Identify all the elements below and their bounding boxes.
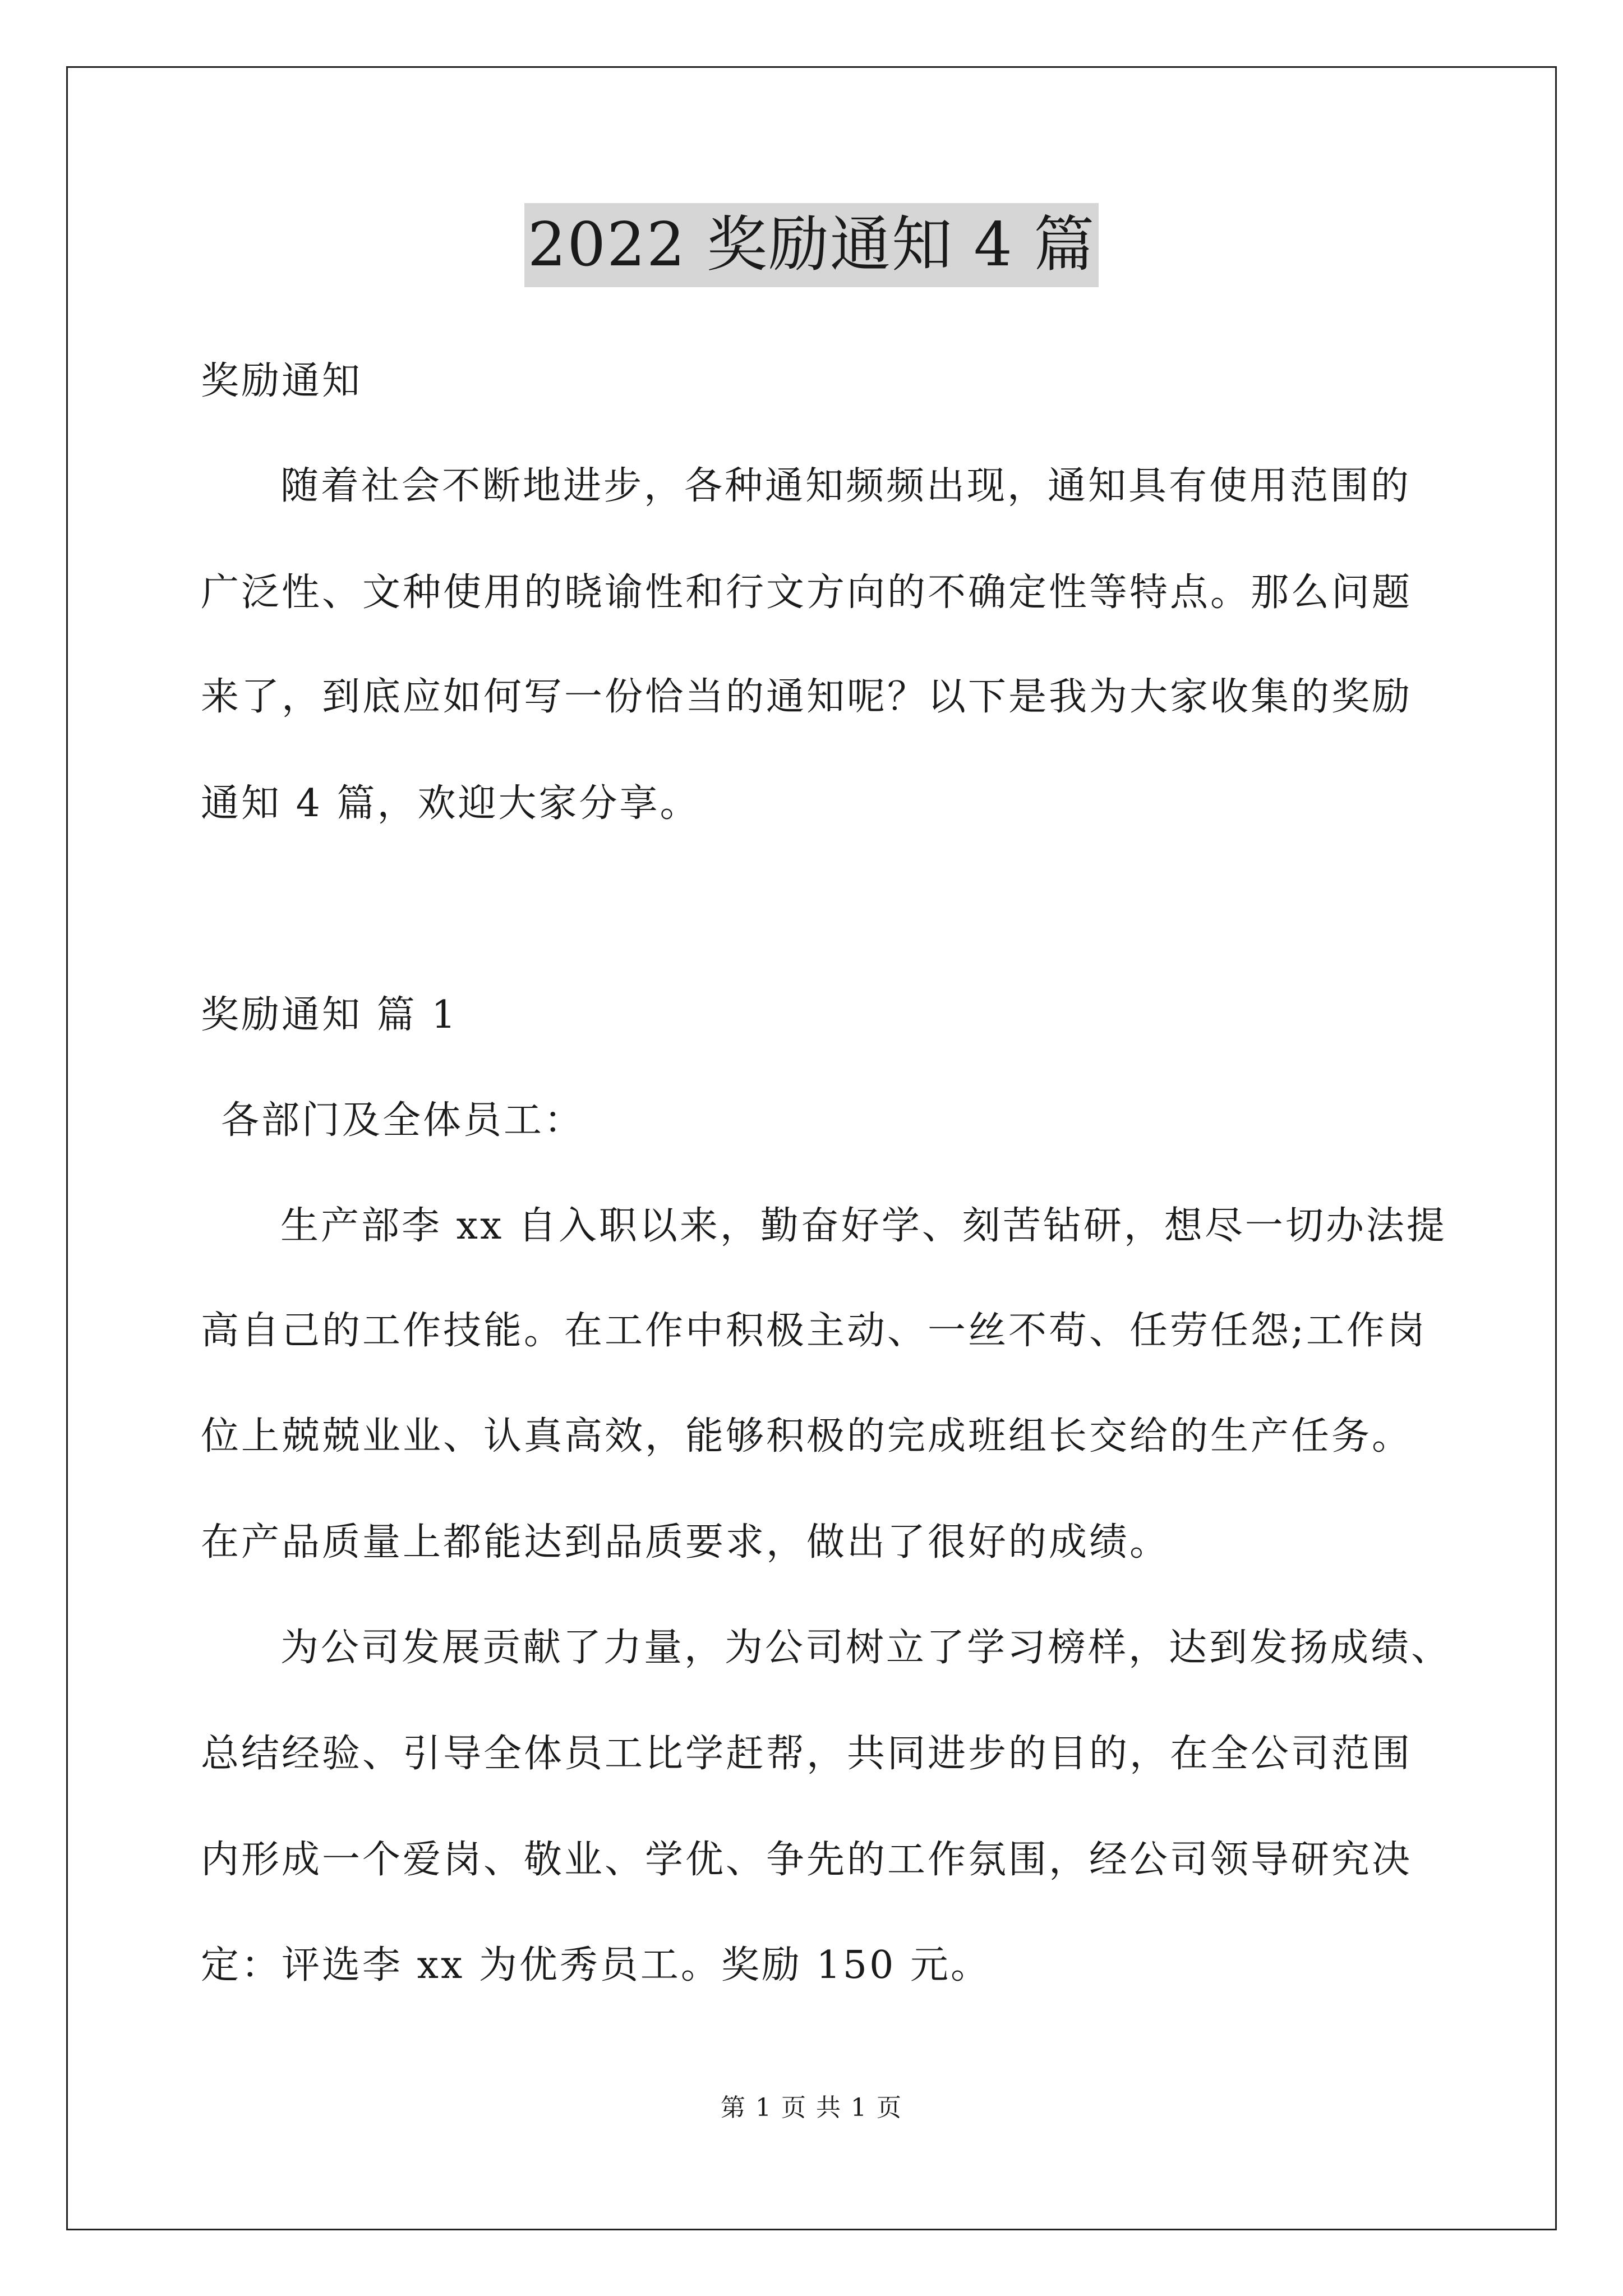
paragraph-line: 高自己的工作技能。在工作中积极主动、一丝不苟、任劳任怨;工作岗 (201, 1309, 1427, 1353)
salutation: 各部门及全体员工： (221, 1098, 585, 1143)
paragraph-line: 内形成一个爱岗、敬业、学优、争先的工作氛围，经公司领导研究决 (201, 1838, 1413, 1882)
intro-line: 随着社会不断地进步，各种通知频频出现，通知具有使用范围的 (280, 464, 1412, 508)
paragraph-line: 在产品质量上都能达到品质要求，做出了很好的成绩。 (201, 1520, 1170, 1565)
intro-line: 来了，到底应如何写一份恰当的通知呢？以下是我为大家收集的奖励 (201, 675, 1413, 719)
paragraph-line: 定：评选李 xx 为优秀员工。奖励 150 元。 (201, 1943, 991, 1987)
intro-line: 通知 4 篇，欢迎大家分享。 (201, 781, 700, 826)
paragraph-line: 为公司发展贡献了力量，为公司树立了学习榜样，达到发扬成绩、 (280, 1626, 1452, 1670)
intro-line: 广泛性、文种使用的晓谕性和行文方向的不确定性等特点。那么问题 (201, 570, 1413, 615)
document-title: 2022 奖励通知 4 篇 (524, 203, 1099, 287)
section-heading: 奖励通知 篇 1 (201, 993, 458, 1037)
intro-heading: 奖励通知 (201, 359, 363, 403)
title-container (0, 203, 1623, 287)
page-footer: 第 1 页 共 1 页 (721, 2093, 902, 2122)
paragraph-line: 生产部李 xx 自入职以来，勤奋好学、刻苦钻研，想尽一切办法提 (280, 1204, 1447, 1248)
paragraph-line: 位上兢兢业业、认真高效，能够积极的完成班组长交给的生产任务。 (201, 1414, 1413, 1458)
paragraph-line: 总结经验、引导全体员工比学赶帮，共同进步的目的，在全公司范围 (201, 1732, 1413, 1776)
